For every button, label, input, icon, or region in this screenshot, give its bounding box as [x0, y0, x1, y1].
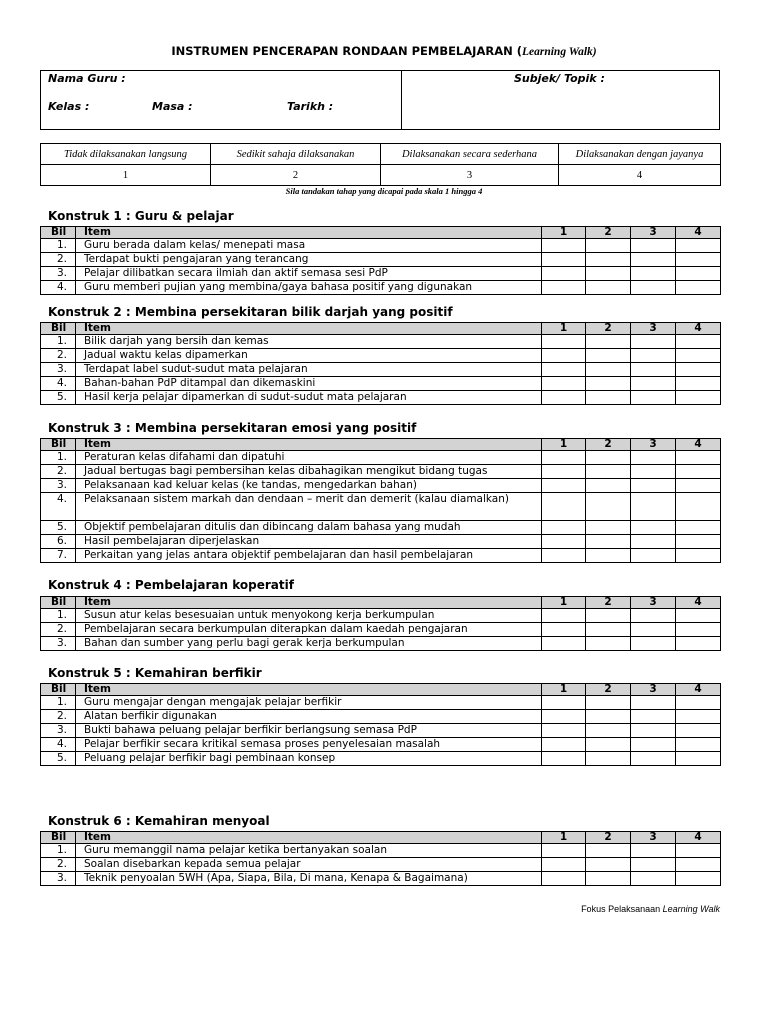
score-cell-4[interactable] — [676, 253, 721, 267]
score-cell-4[interactable] — [676, 609, 721, 623]
table-row — [41, 858, 721, 872]
col-header-item: Item — [76, 227, 542, 239]
score-cell-1[interactable] — [542, 267, 586, 281]
score-cell-1[interactable] — [542, 377, 586, 391]
score-cell-3[interactable] — [631, 465, 676, 479]
score-cell-3[interactable] — [631, 623, 676, 637]
item-number: 1. — [41, 696, 76, 710]
score-cell-2[interactable] — [586, 281, 631, 295]
score-cell-1[interactable] — [542, 253, 586, 267]
score-cell-3[interactable] — [631, 267, 676, 281]
item-text: Soalan disebarkan kepada semua pelajar — [76, 858, 542, 872]
score-cell-4[interactable] — [676, 239, 721, 253]
score-cell-2[interactable] — [586, 335, 631, 349]
col-header-score-3: 3 — [631, 439, 676, 451]
score-cell-4[interactable] — [676, 696, 721, 710]
score-cell-1[interactable] — [542, 335, 586, 349]
score-cell-4[interactable] — [676, 521, 721, 535]
score-cell-2[interactable] — [586, 637, 631, 651]
table-row — [41, 872, 721, 886]
score-cell-4[interactable] — [676, 465, 721, 479]
score-cell-2[interactable] — [586, 363, 631, 377]
col-header-score-1: 1 — [542, 323, 586, 335]
score-cell-1[interactable] — [542, 239, 586, 253]
score-cell-3[interactable] — [631, 549, 676, 563]
table-row — [41, 710, 721, 724]
konstruk-title: Konstruk 4 : Pembelajaran koperatif — [48, 578, 294, 592]
subjek-topik-label[interactable]: Subjek/ Topik : — [514, 72, 605, 85]
score-cell-2[interactable] — [586, 239, 631, 253]
konstruk-title: Konstruk 5 : Kemahiran berfikir — [48, 666, 262, 680]
item-number: 7. — [41, 549, 76, 563]
col-header-score-1: 1 — [542, 684, 586, 696]
table-header-row — [41, 439, 721, 451]
score-cell-2[interactable] — [586, 521, 631, 535]
col-header-score-4: 4 — [676, 597, 721, 609]
scale-value-row — [41, 165, 721, 186]
score-cell-2[interactable] — [586, 479, 631, 493]
score-cell-4[interactable] — [676, 738, 721, 752]
page-title — [0, 44, 768, 58]
score-cell-1[interactable] — [542, 493, 586, 521]
konstruk-table — [40, 226, 721, 295]
item-text: Perkaitan yang jelas antara objektif pembelajaran dan hasil pembelajaran — [76, 549, 542, 563]
score-cell-4[interactable] — [676, 349, 721, 363]
score-cell-1[interactable] — [542, 696, 586, 710]
item-number: 2. — [41, 858, 76, 872]
konstruk-table — [40, 322, 721, 405]
item-text: Guru mengajar dengan mengajak pelajar berfikir — [76, 696, 542, 710]
item-text: Hasil pembelajaran diperjelaskan — [76, 535, 542, 549]
scale-descriptor: Sedikit sahaja dilaksanakan — [211, 144, 381, 165]
score-cell-2[interactable] — [586, 724, 631, 738]
score-cell-3[interactable] — [631, 724, 676, 738]
score-cell-3[interactable] — [631, 738, 676, 752]
score-cell-3[interactable] — [631, 451, 676, 465]
kelas-label[interactable]: Kelas : — [48, 100, 90, 113]
table-row — [41, 535, 721, 549]
item-text: Pembelajaran secara berkumpulan diterapkan dalam kaedah pengajaran — [76, 623, 542, 637]
table-row — [41, 724, 721, 738]
scale-note: Sila tandakan tahap yang dicapai pada skala 1 hingga 4 — [285, 186, 483, 196]
score-cell-1[interactable] — [542, 710, 586, 724]
score-cell-1[interactable] — [542, 451, 586, 465]
score-cell-3[interactable] — [631, 609, 676, 623]
score-cell-3[interactable] — [631, 752, 676, 766]
table-row — [41, 281, 721, 295]
col-header-bil: Bil — [41, 323, 76, 335]
col-header-item: Item — [76, 684, 542, 696]
score-cell-3[interactable] — [631, 239, 676, 253]
score-cell-1[interactable] — [542, 752, 586, 766]
score-cell-1[interactable] — [542, 549, 586, 563]
score-cell-3[interactable] — [631, 349, 676, 363]
item-number: 3. — [41, 637, 76, 651]
table-header-row — [41, 597, 721, 609]
item-text: Hasil kerja pelajar dipamerkan di sudut-sudut mata pelajaran — [76, 391, 542, 405]
score-cell-1[interactable] — [542, 521, 586, 535]
score-cell-3[interactable] — [631, 479, 676, 493]
footer-note — [581, 904, 720, 914]
score-cell-4[interactable] — [676, 451, 721, 465]
scale-descriptor-row — [41, 144, 721, 165]
item-number: 2. — [41, 465, 76, 479]
score-cell-4[interactable] — [676, 710, 721, 724]
table-row — [41, 609, 721, 623]
score-cell-4[interactable] — [676, 363, 721, 377]
item-number: 4. — [41, 377, 76, 391]
score-cell-4[interactable] — [676, 724, 721, 738]
score-cell-3[interactable] — [631, 710, 676, 724]
col-header-score-3: 3 — [631, 597, 676, 609]
score-cell-1[interactable] — [542, 479, 586, 493]
col-header-bil: Bil — [41, 227, 76, 239]
score-cell-4[interactable] — [676, 637, 721, 651]
score-cell-3[interactable] — [631, 253, 676, 267]
scale-value: 4 — [559, 165, 721, 186]
table-row — [41, 239, 721, 253]
score-cell-1[interactable] — [542, 623, 586, 637]
score-cell-1[interactable] — [542, 858, 586, 872]
score-cell-3[interactable] — [631, 637, 676, 651]
item-number: 1. — [41, 239, 76, 253]
item-number: 6. — [41, 535, 76, 549]
score-cell-2[interactable] — [586, 844, 631, 858]
score-cell-3[interactable] — [631, 281, 676, 295]
konstruk-table — [40, 596, 721, 651]
col-header-score-4: 4 — [676, 832, 721, 844]
scale-value: 2 — [211, 165, 381, 186]
masa-label[interactable]: Masa : — [152, 100, 193, 113]
score-cell-3[interactable] — [631, 335, 676, 349]
score-cell-2[interactable] — [586, 349, 631, 363]
score-cell-1[interactable] — [542, 349, 586, 363]
item-number: 3. — [41, 872, 76, 886]
score-cell-1[interactable] — [542, 391, 586, 405]
item-text: Guru berada dalam kelas/ menepati masa — [76, 239, 542, 253]
score-cell-3[interactable] — [631, 858, 676, 872]
item-text: Terdapat label sudut-sudut mata pelajaran — [76, 363, 542, 377]
item-number: 4. — [41, 738, 76, 752]
table-row — [41, 253, 721, 267]
score-cell-4[interactable] — [676, 281, 721, 295]
score-cell-2[interactable] — [586, 465, 631, 479]
score-cell-2[interactable] — [586, 623, 631, 637]
table-header-row — [41, 227, 721, 239]
col-header-score-1: 1 — [542, 439, 586, 451]
table-row — [41, 752, 721, 766]
col-header-score-3: 3 — [631, 323, 676, 335]
col-header-score-2: 2 — [586, 684, 631, 696]
score-cell-1[interactable] — [542, 844, 586, 858]
item-number: 4. — [41, 281, 76, 295]
item-text: Bukti bahawa peluang pelajar berfikir berlangsung semasa PdP — [76, 724, 542, 738]
score-cell-2[interactable] — [586, 609, 631, 623]
table-row — [41, 549, 721, 563]
score-cell-1[interactable] — [542, 363, 586, 377]
scale-value: 3 — [381, 165, 559, 186]
table-row — [41, 493, 721, 521]
item-number: 3. — [41, 267, 76, 281]
score-cell-3[interactable] — [631, 844, 676, 858]
score-cell-4[interactable] — [676, 267, 721, 281]
col-header-bil: Bil — [41, 597, 76, 609]
score-cell-2[interactable] — [586, 377, 631, 391]
score-cell-4[interactable] — [676, 479, 721, 493]
teacher-info-box — [40, 70, 720, 130]
score-cell-2[interactable] — [586, 710, 631, 724]
nama-guru-label[interactable]: Nama Guru : — [48, 72, 126, 85]
score-cell-4[interactable] — [676, 335, 721, 349]
table-row — [41, 363, 721, 377]
col-header-item: Item — [76, 597, 542, 609]
item-number: 5. — [41, 391, 76, 405]
score-cell-2[interactable] — [586, 549, 631, 563]
score-cell-2[interactable] — [586, 696, 631, 710]
scale-value: 1 — [41, 165, 211, 186]
score-cell-4[interactable] — [676, 377, 721, 391]
item-text: Objektif pembelajaran ditulis dan dibincang dalam bahasa yang mudah — [76, 521, 542, 535]
konstruk-table — [40, 683, 721, 766]
footer-text: Fokus Pelaksanaan — [581, 904, 663, 914]
score-cell-4[interactable] — [676, 858, 721, 872]
item-text: Pelaksanaan sistem markah dan dendaan – merit dan demerit (kalau diamalkan) — [76, 493, 542, 521]
table-row — [41, 637, 721, 651]
score-cell-1[interactable] — [542, 609, 586, 623]
score-cell-1[interactable] — [542, 465, 586, 479]
table-row — [41, 267, 721, 281]
konstruk-table — [40, 438, 721, 563]
score-cell-4[interactable] — [676, 535, 721, 549]
scale-descriptor: Dilaksanakan secara sederhana — [381, 144, 559, 165]
score-cell-3[interactable] — [631, 377, 676, 391]
col-header-item: Item — [76, 323, 542, 335]
score-cell-2[interactable] — [586, 752, 631, 766]
scale-descriptor: Tidak dilaksanakan langsung — [41, 144, 211, 165]
tarikh-label[interactable]: Tarikh : — [287, 100, 334, 113]
col-header-bil: Bil — [41, 439, 76, 451]
table-row — [41, 391, 721, 405]
score-cell-2[interactable] — [586, 738, 631, 752]
page-title-main: INSTRUMEN PENCERAPAN RONDAAN PEMBELAJARAN ( — [171, 44, 522, 58]
score-cell-2[interactable] — [586, 535, 631, 549]
item-text: Peluang pelajar berfikir bagi pembinaan konsep — [76, 752, 542, 766]
score-cell-4[interactable] — [676, 872, 721, 886]
col-header-score-4: 4 — [676, 227, 721, 239]
konstruk-title: Konstruk 6 : Kemahiran menyoal — [48, 814, 270, 828]
score-cell-1[interactable] — [542, 281, 586, 295]
score-cell-3[interactable] — [631, 391, 676, 405]
score-cell-4[interactable] — [676, 623, 721, 637]
table-row — [41, 696, 721, 710]
score-cell-3[interactable] — [631, 521, 676, 535]
table-row — [41, 844, 721, 858]
score-cell-4[interactable] — [676, 493, 721, 521]
item-number: 4. — [41, 493, 76, 521]
item-number: 1. — [41, 609, 76, 623]
col-header-score-4: 4 — [676, 684, 721, 696]
page-title-italic: Learning Walk) — [521, 46, 597, 58]
table-row — [41, 377, 721, 391]
col-header-item: Item — [76, 832, 542, 844]
col-header-score-1: 1 — [542, 227, 586, 239]
table-row — [41, 465, 721, 479]
score-cell-3[interactable] — [631, 696, 676, 710]
score-cell-1[interactable] — [542, 738, 586, 752]
table-row — [41, 349, 721, 363]
col-header-score-3: 3 — [631, 684, 676, 696]
table-row — [41, 479, 721, 493]
score-cell-1[interactable] — [542, 637, 586, 651]
col-header-score-2: 2 — [586, 323, 631, 335]
col-header-score-1: 1 — [542, 597, 586, 609]
item-number: 3. — [41, 724, 76, 738]
item-text: Bahan dan sumber yang perlu bagi gerak kerja berkumpulan — [76, 637, 542, 651]
item-number: 2. — [41, 349, 76, 363]
col-header-score-2: 2 — [586, 597, 631, 609]
score-cell-3[interactable] — [631, 363, 676, 377]
score-cell-2[interactable] — [586, 858, 631, 872]
score-cell-2[interactable] — [586, 451, 631, 465]
col-header-score-2: 2 — [586, 227, 631, 239]
score-cell-2[interactable] — [586, 391, 631, 405]
table-row — [41, 623, 721, 637]
item-text: Bilik darjah yang bersih dan kemas — [76, 335, 542, 349]
table-row — [41, 335, 721, 349]
scale-descriptor: Dilaksanakan dengan jayanya — [559, 144, 721, 165]
col-header-score-2: 2 — [586, 439, 631, 451]
score-cell-1[interactable] — [542, 535, 586, 549]
score-cell-1[interactable] — [542, 724, 586, 738]
item-text: Guru memberi pujian yang membina/gaya bahasa positif yang digunakan — [76, 281, 542, 295]
score-cell-4[interactable] — [676, 752, 721, 766]
col-header-score-3: 3 — [631, 832, 676, 844]
table-row — [41, 521, 721, 535]
konstruk-title: Konstruk 2 : Membina persekitaran bilik darjah yang positif — [48, 305, 453, 319]
item-text: Jadual waktu kelas dipamerkan — [76, 349, 542, 363]
item-text: Terdapat bukti pengajaran yang terancang — [76, 253, 542, 267]
item-text: Peraturan kelas difahami dan dipatuhi — [76, 451, 542, 465]
col-header-item: Item — [76, 439, 542, 451]
item-number: 2. — [41, 623, 76, 637]
item-number: 2. — [41, 253, 76, 267]
table-header-row — [41, 323, 721, 335]
item-number: 3. — [41, 363, 76, 377]
konstruk-title: Konstruk 3 : Membina persekitaran emosi yang positif — [48, 421, 417, 435]
rating-scale-table — [40, 143, 721, 186]
item-number: 5. — [41, 752, 76, 766]
item-number: 1. — [41, 451, 76, 465]
footer-italic: Learning Walk — [662, 904, 720, 914]
item-number: 1. — [41, 844, 76, 858]
score-cell-4[interactable] — [676, 844, 721, 858]
konstruk-title: Konstruk 1 : Guru & pelajar — [48, 209, 234, 223]
col-header-score-1: 1 — [542, 832, 586, 844]
score-cell-4[interactable] — [676, 391, 721, 405]
item-text: Pelajar berfikir secara kritikal semasa proses penyelesaian masalah — [76, 738, 542, 752]
col-header-score-4: 4 — [676, 323, 721, 335]
score-cell-2[interactable] — [586, 267, 631, 281]
table-header-row — [41, 684, 721, 696]
score-cell-2[interactable] — [586, 493, 631, 521]
col-header-score-2: 2 — [586, 832, 631, 844]
col-header-bil: Bil — [41, 832, 76, 844]
score-cell-2[interactable] — [586, 253, 631, 267]
item-text: Pelaksanaan kad keluar kelas (ke tandas, mengedarkan bahan) — [76, 479, 542, 493]
item-text: Susun atur kelas besesuaian untuk menyokong kerja berkumpulan — [76, 609, 542, 623]
konstruk-table — [40, 831, 721, 886]
item-text: Pelajar dilibatkan secara ilmiah dan aktif semasa sesi PdP — [76, 267, 542, 281]
score-cell-3[interactable] — [631, 535, 676, 549]
score-cell-3[interactable] — [631, 872, 676, 886]
info-box-divider — [401, 71, 402, 129]
item-text: Teknik penyoalan 5WH (Apa, Siapa, Bila, Di mana, Kenapa & Bagaimana) — [76, 872, 542, 886]
item-number: 2. — [41, 710, 76, 724]
col-header-score-3: 3 — [631, 227, 676, 239]
item-text: Bahan-bahan PdP ditampal dan dikemaskini — [76, 377, 542, 391]
item-text: Guru memanggil nama pelajar ketika bertanyakan soalan — [76, 844, 542, 858]
score-cell-4[interactable] — [676, 549, 721, 563]
score-cell-1[interactable] — [542, 872, 586, 886]
item-number: 1. — [41, 335, 76, 349]
item-number: 3. — [41, 479, 76, 493]
item-text: Alatan berfikir digunakan — [76, 710, 542, 724]
item-text: Jadual bertugas bagi pembersihan kelas dibahagikan mengikut bidang tugas — [76, 465, 542, 479]
col-header-bil: Bil — [41, 684, 76, 696]
table-row — [41, 738, 721, 752]
score-cell-2[interactable] — [586, 872, 631, 886]
col-header-score-4: 4 — [676, 439, 721, 451]
score-cell-3[interactable] — [631, 493, 676, 521]
item-number: 5. — [41, 521, 76, 535]
table-row — [41, 451, 721, 465]
table-header-row — [41, 832, 721, 844]
